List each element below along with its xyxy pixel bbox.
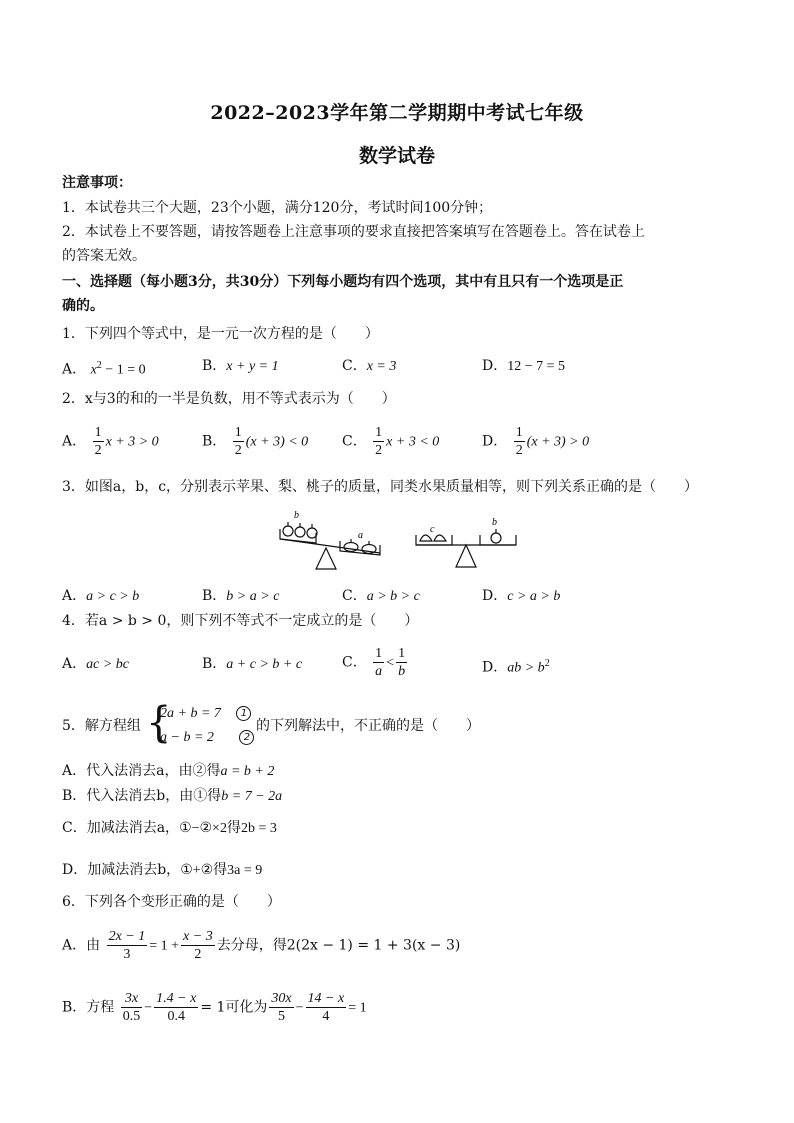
q4-option-d-expr: ab > b (507, 660, 545, 676)
q5-eq2-mark: 2 (239, 730, 254, 745)
q4-option-c-letter: C． (342, 654, 367, 671)
q1-option-a-rest: − 1 = 0 (101, 362, 146, 378)
q6-b-minus-1: − (144, 1000, 153, 1016)
q4-option-b (202, 655, 302, 674)
q4-c-op: < (386, 655, 395, 671)
q6-a-frac-2 (181, 928, 215, 963)
q6-stem: 6．下列各个变形正确的是（ ） (62, 894, 281, 910)
q2-option-d-letter: D． (482, 433, 508, 450)
q1-stem: 1．下列四个等式中，是一元一次方程的是（ ） (62, 326, 379, 342)
q6-a-frac2-den: 2 (194, 947, 202, 962)
q1-option-d-letter: D． (482, 358, 508, 374)
fig-label-c: c (430, 524, 435, 535)
q3-option-c-letter: C． (342, 588, 367, 604)
q4-option-c (342, 645, 409, 680)
q1-option-a (62, 357, 146, 380)
q3-option-b-expr: b > a > c (226, 589, 280, 604)
left-scale (280, 522, 380, 569)
q1-option-d-expr: 12 − 7 = 5 (507, 359, 566, 374)
notes-item-2-line1: 2．本试卷上不要答题，请按答题卷上注意事项的要求直接把答案填写在答题卷上。答在试卷上 (62, 224, 645, 240)
q5-option-d (62, 861, 262, 880)
q5-eq1-mark: 1 (236, 706, 251, 721)
balance-scale-figure (270, 505, 520, 575)
section1-heading-line2: 确的。 (62, 298, 104, 314)
q6-a-frac1-den: 3 (123, 947, 131, 962)
q6-b-frac4-num: 14 − x (307, 991, 345, 1006)
q1-option-c-letter: C． (342, 358, 367, 374)
q4-c-frac-2 (396, 645, 407, 680)
q3-option-b-letter: B． (202, 588, 227, 604)
q2-option-c-fraction (373, 424, 384, 459)
q2-d-frac-num: 1 (515, 425, 523, 440)
q2-option-d-tail: (x + 3) > 0 (526, 434, 590, 450)
q1-option-b-letter: B． (202, 358, 227, 374)
section1-heading-line1: 一、选择题（每小题3分，共30分）下列每小题均有四个选项，其中有且只有一个选项是正 (62, 274, 624, 290)
q4-option-b-letter: B． (202, 656, 227, 672)
q2-option-b-letter: B． (202, 433, 227, 450)
q6-b-frac-1 (121, 990, 143, 1025)
q6-b-frac4-den: 4 (322, 1009, 330, 1024)
notes-heading: 注意事项： (62, 175, 132, 191)
q3-option-a-letter: A． (62, 588, 87, 604)
q4-c-frac2-den: b (398, 664, 406, 679)
q6-b-frac-4 (306, 990, 347, 1025)
fig-label-a: a (358, 530, 363, 541)
q2-d-frac-den: 2 (515, 443, 523, 458)
q2-c-frac-num: 1 (375, 425, 383, 440)
q6-b-end: = 1 (348, 1000, 367, 1016)
q6-option-b-pre: B．方程 (62, 999, 115, 1016)
q4-option-b-expr: a + c > b + c (226, 657, 303, 672)
q6-b-frac3-den: 5 (278, 1009, 286, 1024)
q2-c-frac-den: 2 (375, 443, 383, 458)
q5-eq2 (160, 729, 254, 747)
q3-option-d-letter: D． (482, 588, 508, 604)
q2-option-a-letter: A． (62, 433, 87, 450)
q4-option-d-letter: D． (482, 659, 508, 676)
q3-option-a-expr: a > c > b (86, 589, 140, 604)
q5-option-b-expr: b = 7 − 2a (221, 789, 283, 804)
notes-item-2-line2: 的答案无效。 (62, 248, 146, 264)
q6-a-frac1-num: 2x − 1 (108, 929, 146, 944)
q4-c-frac1-den: a (375, 664, 383, 679)
q2-option-d (482, 424, 589, 459)
exam-subtitle: 数学试卷 (358, 145, 435, 167)
q3-stem: 3．如图a，b，c，分别表示苹果、梨、桃子的质量，同类水果质量相等，则下列关系正确的是（ ） (62, 479, 699, 495)
q2-option-b-fraction (233, 424, 244, 459)
q4-c-frac-1 (373, 645, 384, 680)
q6-b-frac2-num: 1.4 − x (156, 991, 197, 1006)
q4-option-a-expr: ac > bc (86, 657, 129, 672)
q2-option-c-tail: x + 3 < 0 (386, 434, 440, 450)
q1-option-c (342, 357, 396, 376)
q5-eq1-text: 2a + b = 7 (160, 706, 221, 721)
q6-b-frac-3 (269, 990, 293, 1025)
q3-option-b (202, 587, 279, 606)
q5-option-a-expr: a = b + 2 (220, 764, 275, 779)
q5-brace: { (146, 698, 172, 748)
q5-option-b (62, 787, 282, 806)
q6-b-frac2-den: 0.4 (167, 1009, 185, 1024)
q6-b-mid: = 1可化为 (200, 999, 268, 1016)
q6-a-frac-1 (107, 928, 148, 963)
notes-item-1: 1．本试卷共三个大题，23个小题，满分120分，考试时间100分钟； (62, 200, 493, 216)
q5-option-d-text: D．加减法消去b， (62, 862, 181, 878)
q4-stem: 4．若a > b > 0，则下列不等式不一定成立的是（ ） (62, 613, 419, 629)
q4-option-d-sup: 2 (544, 658, 550, 669)
q6-option-b (62, 990, 367, 1025)
q2-option-c (342, 424, 439, 459)
q6-a-post: 去分母，得2(2x − 1) = 1 + 3(x − 3) (216, 937, 461, 954)
q3-option-d (482, 587, 560, 606)
q2-b-frac-den: 2 (234, 443, 242, 458)
q5-stem-pre: 5．解方程组 (62, 718, 141, 734)
q6-b-minus-2: − (295, 1000, 304, 1016)
q1-option-b-expr: x + y = 1 (226, 359, 279, 374)
q3-option-c-expr: a > b > c (366, 589, 420, 604)
q5-option-b-text: B．代入法消去b，由①得 (62, 788, 222, 804)
q2-stem: 2．x与3的和的一半是负数，用不等式表示为（ ） (62, 391, 396, 407)
q4-c-frac1-num: 1 (375, 646, 383, 661)
q1-option-d (482, 357, 565, 376)
q4-option-a-letter: A． (62, 656, 87, 672)
q2-option-b-tail: (x + 3) < 0 (245, 434, 309, 450)
q6-a-frac2-num: x − 3 (183, 929, 213, 944)
exam-title: 2022–2023学年第二学期期中考试七年级 (210, 102, 584, 124)
q2-option-b (202, 424, 308, 459)
q6-b-frac1-den: 0.5 (122, 1009, 141, 1024)
q4-c-frac2-num: 1 (398, 646, 406, 661)
q3-option-d-expr: c > a > b (507, 589, 561, 604)
fig-label-b-right: b (492, 517, 497, 528)
q5-option-c (62, 819, 277, 838)
q5-option-a-text: A．代入法消去a，由②得 (62, 763, 221, 779)
q3-option-a (62, 587, 139, 606)
q1-option-a-sup: 2 (96, 360, 102, 371)
q1-option-a-letter: A． (62, 361, 87, 378)
q2-option-a (62, 424, 159, 459)
fig-label-b-left: b (294, 510, 299, 521)
q3-option-c (342, 587, 420, 606)
q5-option-a (62, 762, 274, 781)
q5-eq1 (160, 705, 251, 723)
q6-b-frac3-num: 30x (271, 991, 292, 1006)
q2-option-d-fraction (514, 424, 525, 459)
q6-option-a (62, 928, 460, 963)
q2-option-a-fraction (93, 424, 104, 459)
q1-option-c-expr: x = 3 (366, 359, 397, 374)
q1-option-b (202, 357, 279, 376)
q5-option-d-expr: ①+②得3a = 9 (180, 863, 263, 878)
q5-stem-post: 的下列解法中，不正确的是（ ） (256, 718, 480, 734)
q2-a-frac-den: 2 (94, 443, 102, 458)
q6-b-frac-2 (154, 990, 198, 1025)
q2-option-a-tail: x + 3 > 0 (105, 434, 159, 450)
q1-option-a-base: x (90, 362, 97, 378)
q6-a-mid: = 1 + (149, 938, 180, 954)
q4-option-a (62, 655, 129, 674)
q2-a-frac-num: 1 (94, 425, 102, 440)
q5-option-c-text: C．加减法消去a， (62, 820, 180, 836)
q2-b-frac-num: 1 (234, 425, 242, 440)
q5-option-c-expr: ①−②×2得2b = 3 (179, 821, 277, 836)
q2-option-c-letter: C． (342, 433, 367, 450)
q4-option-d (482, 655, 550, 678)
q6-option-a-pre: A．由 (62, 937, 101, 954)
q6-b-frac1-num: 3x (121, 990, 143, 1008)
q5-eq2-text: a − b = 2 (160, 730, 214, 745)
